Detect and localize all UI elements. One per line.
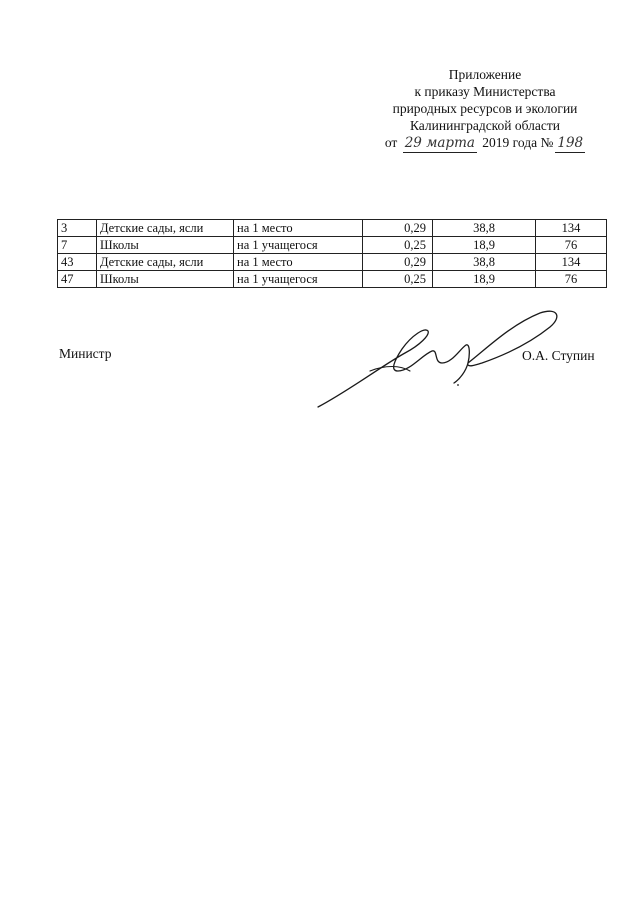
order-appendix-header <box>360 66 610 153</box>
row-number-cell: 43 <box>58 254 97 271</box>
ministry-name-line: природных ресурсов и экологии <box>392 101 578 116</box>
row-number-cell: 3 <box>58 220 97 237</box>
signatory-title: Министр <box>59 346 112 361</box>
table-row <box>58 237 607 254</box>
date-suffix: 2019 года № <box>482 135 554 150</box>
value-2-cell: 38,8 <box>433 254 536 271</box>
value-2-cell: 38,8 <box>433 220 536 237</box>
value-3-cell: 134 <box>536 220 607 237</box>
row-number-cell: 47 <box>58 271 97 288</box>
table-row <box>58 271 607 288</box>
unit-cell: на 1 место <box>234 220 363 237</box>
rates-table-body <box>58 220 607 288</box>
value-1-cell: 0,25 <box>363 237 433 254</box>
value-2-cell: 18,9 <box>433 271 536 288</box>
row-number-cell: 7 <box>58 237 97 254</box>
handwritten-order-number: 198 <box>557 135 584 151</box>
region-name-line: Калининградской области <box>409 118 561 133</box>
handwritten-date: 29 марта <box>404 135 475 151</box>
facility-type-cell: Детские сады, ясли <box>97 254 234 271</box>
value-1-cell: 0,25 <box>363 271 433 288</box>
facility-type-cell: Школы <box>97 271 234 288</box>
unit-cell: на 1 учащегося <box>234 237 363 254</box>
value-1-cell: 0,29 <box>363 220 433 237</box>
value-1-cell: 0,29 <box>363 254 433 271</box>
rates-table <box>57 219 607 288</box>
value-3-cell: 134 <box>536 254 607 271</box>
table-row <box>58 220 607 237</box>
order-reference-line: к приказу Министерства <box>414 84 556 99</box>
order-date-line <box>360 134 610 153</box>
value-3-cell: 76 <box>536 237 607 254</box>
facility-type-cell: Школы <box>97 237 234 254</box>
appendix-title: Приложение <box>448 67 522 82</box>
date-prefix: от <box>384 135 398 150</box>
unit-cell: на 1 место <box>234 254 363 271</box>
table-row <box>58 254 607 271</box>
facility-type-cell: Детские сады, ясли <box>97 220 234 237</box>
value-2-cell: 18,9 <box>433 237 536 254</box>
value-3-cell: 76 <box>536 271 607 288</box>
unit-cell: на 1 учащегося <box>234 271 363 288</box>
signatory-name: О.А. Ступин <box>522 348 595 363</box>
